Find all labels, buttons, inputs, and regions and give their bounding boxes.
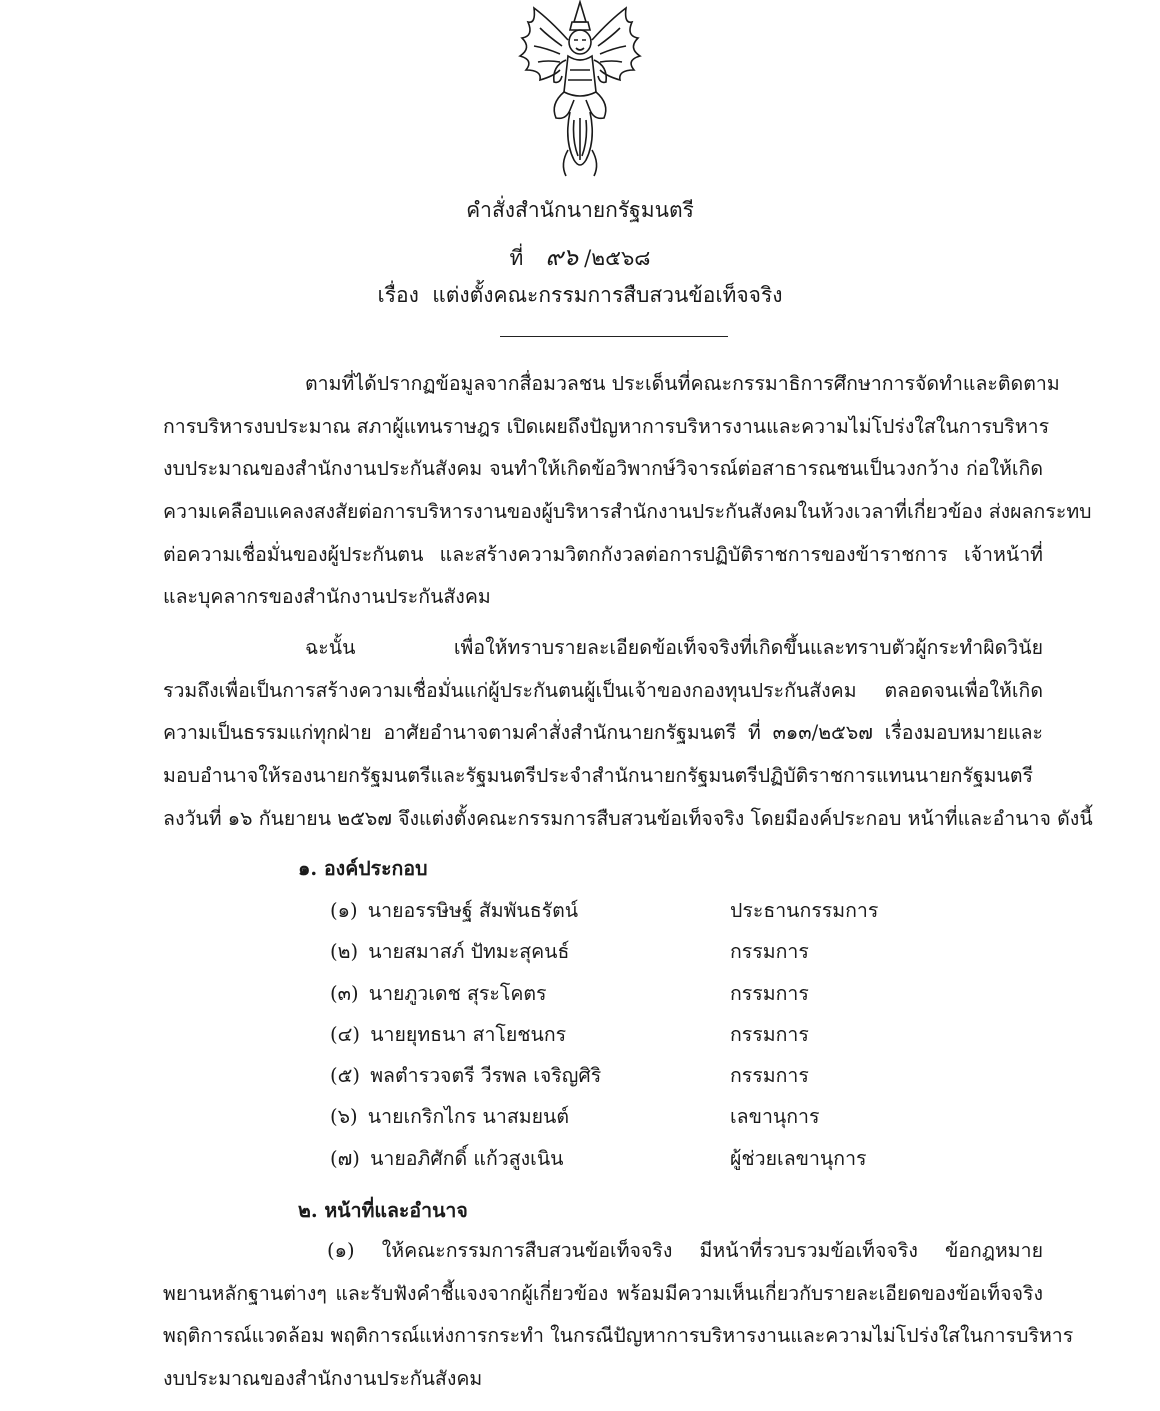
member-number: (๗) [330, 1146, 360, 1170]
paragraph-line: รวมถึงเพื่อเป็นการสร้างความเชื่อมั่นแก่ผู้ประกันตนผู้เป็นเจ้าของกองทุนประกันสังคม ตลอดจนเพื่อให้เกิด [163, 678, 1043, 702]
paragraph-line: และบุคลากรของสำนักงานประกันสังคม [163, 585, 491, 609]
paragraph-line: งบประมาณของสำนักงานประกันสังคม จนทำให้เกิดข้อวิพากษ์วิจารณ์ต่อสาธารณชนเป็นวงกว้าง ก่อให้เกิด [163, 457, 1043, 481]
member-name: พลตำรวจตรี วีรพล เจริญศิริ [370, 1064, 602, 1088]
subject-text: แต่งตั้งคณะกรรมการสืบสวนข้อเท็จจริง [432, 283, 783, 307]
garuda-emblem-icon [500, 0, 660, 178]
paragraph-line: พยานหลักฐานต่างๆ และรับฟังคำชี้แจงจากผู้เกี่ยวข้อง พร้อมมีความเห็นเกี่ยวกับรายละเอียดของข้อเท็จจริง [163, 1281, 1043, 1305]
paragraph-line: พฤติการณ์แวดล้อม พฤติการณ์แห่งการกระทำ ในกรณีปัญหาการบริหารงานและความไม่โปร่งใสในการบริหาร [163, 1324, 1074, 1348]
member-row [330, 973, 930, 1014]
member-number: (๒) [330, 940, 359, 964]
member-number: (๓) [330, 981, 359, 1005]
paragraph-line: ความเคลือบแคลงสงสัยต่อการบริหารงานของผู้บริหารสำนักงานประกันสังคมในห้วงเวลาที่เกี่ยวข้อง ส่งผลกระทบ [163, 500, 1092, 524]
member-number: (๔) [330, 1022, 360, 1046]
paragraph-duties [163, 1230, 1074, 1401]
paragraph-line: ตามที่ได้ปรากฏข้อมูลจากสื่อมวลชน ประเด็นที่คณะกรรมาธิการศึกษาการจัดทำและติดตาม [305, 372, 1060, 395]
member-row [330, 1096, 930, 1137]
section-heading-duties: ๒. หน้าที่และอำนาจ [298, 1199, 468, 1222]
member-role: กรรมการ [730, 981, 809, 1005]
order-subject [0, 279, 1160, 312]
paragraph-line: (๑) ให้คณะกรรมการสืบสวนข้อเท็จจริง มีหน้าที่รวบรวมข้อเท็จจริง ข้อกฎหมาย [327, 1239, 1043, 1262]
paragraph-background [163, 363, 1092, 619]
member-name: นายสมาสภ์ ปัทมะสุคนธ์ [368, 940, 570, 964]
paragraph-line: ลงวันที่ ๑๖ กันยายน ๒๕๖๗ จึงแต่งตั้งคณะกรรมการสืบสวนข้อเท็จจริง โดยมีองค์ประกอบ หน้าที่และอำนาจ ดังนี้ [163, 806, 1093, 830]
member-name: นายอรรษิษฐ์ สัมพันธรัตน์ [367, 899, 579, 922]
member-number: (๑) [330, 899, 358, 922]
order-number-year: /๒๕๖๘ [584, 246, 651, 270]
paragraph-line: มอบอำนาจให้รองนายกรัฐมนตรีและรัฐมนตรีประจำสำนักนายกรัฐมนตรีปฏิบัติราชการแทนนายกรัฐมนตรี [163, 764, 1033, 788]
member-name: นายยุทธนา สาโยชนกร [370, 1022, 567, 1046]
member-name: นายอภิศักดิ์ แก้วสูงเนิน [370, 1146, 564, 1170]
member-row [330, 1055, 930, 1096]
member-role: ประธานกรรมการ [730, 899, 879, 922]
paragraph-line: งบประมาณของสำนักงานประกันสังคม [163, 1367, 483, 1391]
title-divider [500, 336, 728, 337]
paragraph-line: ต่อความเชื่อมั่นของผู้ประกันตน และสร้างความวิตกกังวลต่อการปฏิบัติราชการของข้าราชการ เจ้าหน้าที่ [163, 542, 1043, 566]
member-name: นายเกริกไกร นาสมยนต์ [367, 1105, 569, 1129]
document-title: คำสั่งสำนักนายกรัฐมนตรี [466, 198, 694, 222]
order-number-value: ๙๖ [545, 243, 579, 271]
member-role: กรรมการ [730, 940, 809, 964]
member-row [330, 890, 930, 931]
section-heading-composition: ๑. องค์ประกอบ [298, 857, 428, 880]
member-row [330, 1014, 930, 1055]
member-list [330, 890, 930, 1179]
member-row [330, 1138, 930, 1179]
order-number-label: ที่ [509, 246, 524, 270]
paragraph-line: ความเป็นธรรมแก่ทุกฝ่าย อาศัยอำนาจตามคำสั่งสำนักนายกรัฐมนตรี ที่ ๓๑๓/๒๕๖๗ เรื่องมอบหมายและ [163, 721, 1043, 745]
order-number [0, 237, 1160, 276]
member-name: นายภูวเดช สุระโคตร [368, 981, 547, 1005]
member-role: กรรมการ [730, 1022, 809, 1046]
paragraph-line: ฉะนั้น เพื่อให้ทราบรายละเอียดข้อเท็จจริงที่เกิดขึ้นและทราบตัวผู้กระทำผิดวินัย [305, 636, 1043, 659]
member-role: เลขานุการ [730, 1105, 820, 1129]
member-number: (๖) [330, 1105, 358, 1129]
member-role: กรรมการ [730, 1064, 809, 1088]
subject-label: เรื่อง [377, 283, 419, 307]
member-number: (๕) [330, 1064, 360, 1088]
member-role: ผู้ช่วยเลขานุการ [730, 1146, 867, 1170]
paragraph-line: การบริหารงบประมาณ สภาผู้แทนราษฎร เปิดเผยถึงปัญหาการบริหารงานและความไม่โปร่งใสในการบริหาร [163, 414, 1050, 438]
paragraph-authority [163, 627, 1093, 840]
member-row [330, 931, 930, 972]
